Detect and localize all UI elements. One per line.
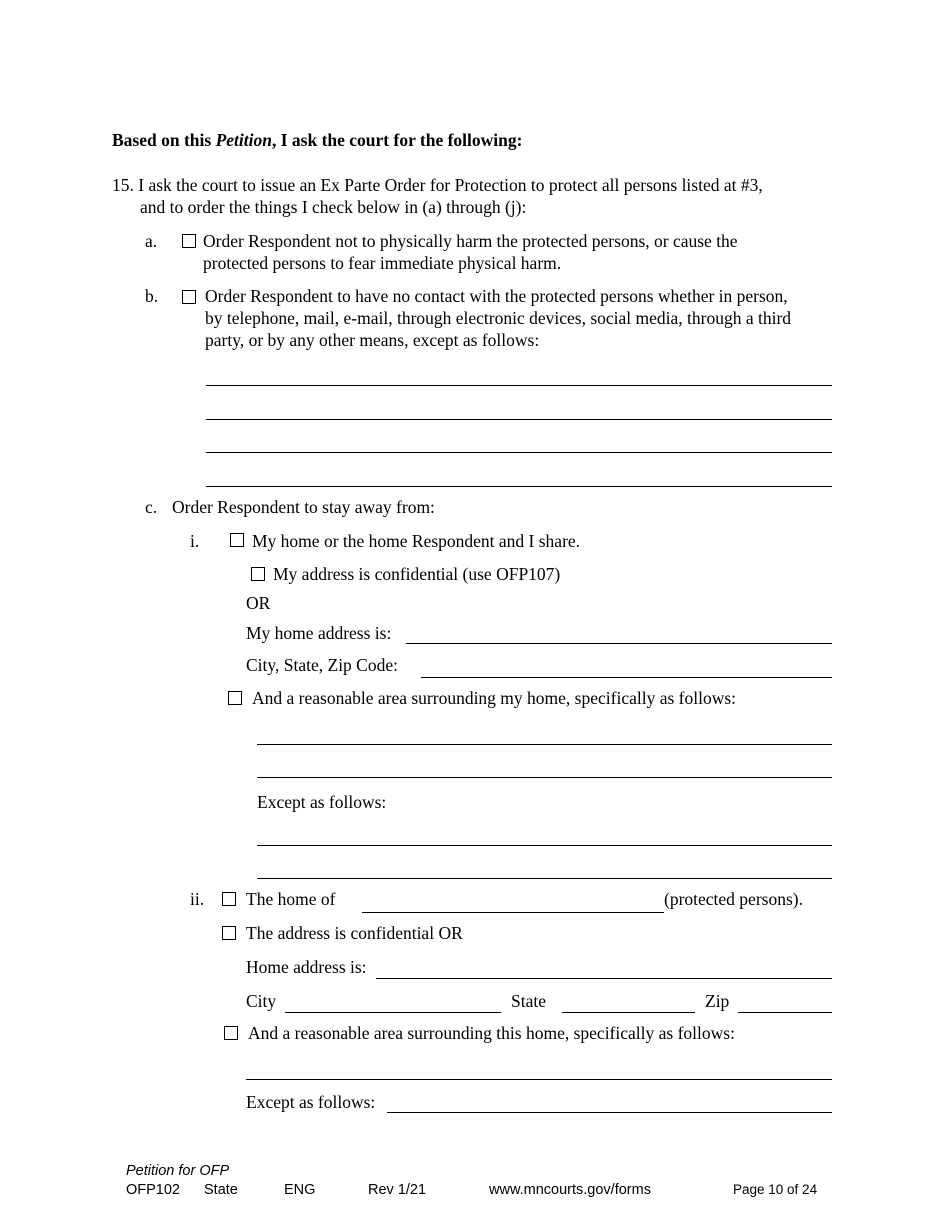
item-b-exception-line-1[interactable] xyxy=(206,385,832,386)
home-of-checkbox[interactable] xyxy=(222,892,236,906)
my-home-except-line-1[interactable] xyxy=(257,845,832,846)
city-label: City xyxy=(246,991,277,1011)
my-home-address-field[interactable] xyxy=(406,643,832,644)
my-home-area-line-1[interactable] xyxy=(257,744,832,745)
home-address-field[interactable] xyxy=(376,978,832,979)
my-home-checkbox[interactable] xyxy=(230,533,244,547)
my-home-address-label: My home address is: xyxy=(246,623,392,643)
state-label: State xyxy=(511,991,546,1011)
this-home-area-line[interactable] xyxy=(246,1079,832,1080)
heading-text-end: , I ask the court for the following: xyxy=(271,130,523,150)
address-confidential-checkbox[interactable] xyxy=(222,926,236,940)
footer-jurisdiction: State xyxy=(204,1182,238,1198)
item-c-i-marker: i. xyxy=(190,531,200,551)
my-home-area-label: And a reasonable area surrounding my home, specifically as follows: xyxy=(252,688,737,708)
item-15-line-1: 15. I ask the court to issue an Ex Parte Order for Protection to protect all persons listed at #3, xyxy=(112,175,763,195)
this-home-except-field[interactable] xyxy=(387,1112,832,1113)
heading-petition-italic: Petition xyxy=(215,130,272,150)
this-home-area-label: And a reasonable area surrounding this home, specifically as follows: xyxy=(248,1023,735,1043)
home-of-name-field[interactable] xyxy=(362,912,664,913)
item-c-label: Order Respondent to stay away from: xyxy=(172,497,435,517)
my-address-confidential-checkbox[interactable] xyxy=(251,567,265,581)
item-b-exception-line-2[interactable] xyxy=(206,419,832,420)
item-b-exception-line-4[interactable] xyxy=(206,486,832,487)
footer-language: ENG xyxy=(284,1182,316,1198)
my-home-except-line-2[interactable] xyxy=(257,878,832,879)
this-home-except-label: Except as follows: xyxy=(246,1092,376,1112)
item-c-ii-marker: ii. xyxy=(190,889,205,909)
item-b-exception-line-3[interactable] xyxy=(206,452,832,453)
item-b-checkbox[interactable] xyxy=(182,290,196,304)
footer-revision: Rev 1/21 xyxy=(368,1182,427,1198)
item-c-marker: c. xyxy=(145,497,158,517)
protected-persons-label: (protected persons). xyxy=(664,889,803,909)
my-address-confidential-label: My address is confidential (use OFP107) xyxy=(273,564,561,584)
item-a-line-1: Order Respondent not to physically harm the protected persons, or cause the xyxy=(203,231,738,251)
state-field[interactable] xyxy=(562,1012,695,1013)
item-a-checkbox[interactable] xyxy=(182,234,196,248)
footer-form-code: OFP102 xyxy=(126,1182,180,1198)
address-confidential-label: The address is confidential OR xyxy=(246,923,463,943)
my-home-except-label: Except as follows: xyxy=(257,792,387,812)
home-address-label: Home address is: xyxy=(246,957,367,977)
item-b-line-1: Order Respondent to have no contact with the protected persons whether in person, xyxy=(205,286,788,306)
footer-website[interactable]: www.mncourts.gov/forms xyxy=(489,1182,651,1198)
or-label: OR xyxy=(246,593,271,613)
this-home-area-checkbox[interactable] xyxy=(224,1026,238,1040)
my-home-label: My home or the home Respondent and I share. xyxy=(252,531,581,551)
footer-page-number: Page 10 of 24 xyxy=(733,1182,818,1197)
item-b-line-3: party, or by any other means, except as follows: xyxy=(205,330,540,350)
zip-label: Zip xyxy=(705,991,730,1011)
item-b-line-2: by telephone, mail, e-mail, through electronic devices, social media, through a third xyxy=(205,308,792,328)
item-a-marker: a. xyxy=(145,231,158,251)
item-b-marker: b. xyxy=(145,286,159,306)
item-15-line-2: and to order the things I check below in (a) through (j): xyxy=(140,197,527,217)
city-state-zip-field[interactable] xyxy=(421,677,832,678)
section-heading xyxy=(112,129,522,151)
my-home-area-line-2[interactable] xyxy=(257,777,832,778)
home-of-label: The home of xyxy=(246,889,336,909)
city-state-zip-label: City, State, Zip Code: xyxy=(246,655,398,675)
footer-form-title: Petition for OFP xyxy=(126,1163,230,1179)
item-a-line-2: protected persons to fear immediate physical harm. xyxy=(203,253,562,273)
my-home-area-checkbox[interactable] xyxy=(228,691,242,705)
heading-text: Based on this xyxy=(112,130,216,150)
city-field[interactable] xyxy=(285,1012,501,1013)
zip-field[interactable] xyxy=(738,1012,832,1013)
